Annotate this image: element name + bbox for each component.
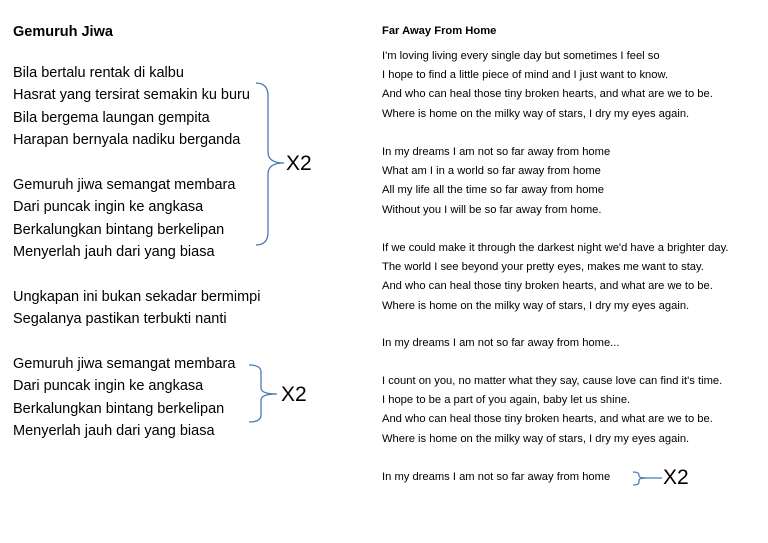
lyric-line: Bila bergema laungan gempita: [13, 109, 210, 126]
left-stanza-4: [13, 353, 235, 442]
lyric-line: Gemuruh jiwa semangat membara: [13, 356, 236, 372]
repeat-mark: X2: [281, 383, 307, 406]
lyric-line: Dari puncak ingin ke angkasa: [13, 378, 204, 395]
lyric-line: If we could make it through the darkest night we'd have a brighter day.: [382, 242, 729, 254]
curly-brace-icon: [254, 82, 288, 248]
lyric-line: Berkalungkan bintang berkelipan: [13, 221, 225, 238]
left-stanza-2: [13, 174, 235, 263]
lyric-line: Hasrat yang tersirat semakin ku buru: [13, 87, 250, 104]
lyric-line: In my dreams I am not so far away from home...: [382, 337, 620, 349]
right-stanza-1: [382, 47, 713, 124]
curly-brace-icon: [632, 471, 666, 487]
curly-brace-icon: [247, 364, 281, 424]
right-stanza-6: [382, 468, 610, 487]
lyric-line: Bila bertalu rentak di kalbu: [13, 65, 184, 81]
lyric-line: In my dreams I am not so far away from home: [382, 471, 611, 483]
lyric-line: I hope to find a little piece of mind and I just want to know.: [382, 69, 669, 82]
lyric-line: What am I in a world so far away from home: [382, 165, 601, 178]
lyric-line: Ungkapan ini bukan sekadar bermimpi: [13, 289, 261, 305]
lyric-line: I hope to be a part of you again, baby let us shine.: [382, 394, 631, 407]
left-stanza-3: [13, 286, 260, 331]
lyric-line: Segalanya pastikan terbukti nanti: [13, 311, 227, 328]
lyric-line: In my dreams I am not so far away from home: [382, 146, 611, 158]
lyric-line: Without you I will be so far away from home.: [382, 203, 602, 216]
lyric-line: And who can heal those tiny broken hearts, and what are we to be.: [382, 413, 713, 426]
lyric-line: Menyerlah jauh dari yang biasa: [13, 243, 215, 260]
lyric-line: All my life all the time so far away from home: [382, 184, 604, 197]
lyric-line: I'm loving living every single day but sometimes I feel so: [382, 50, 660, 62]
right-stanza-4: [382, 334, 620, 353]
right-song-title: Far Away From Home: [382, 25, 497, 37]
lyric-line: Menyerlah jauh dari yang biasa: [13, 422, 215, 439]
right-stanza-3: [382, 239, 728, 316]
repeat-mark: X2: [286, 152, 312, 175]
lyric-line: Where is home on the milky way of stars, I dry my eyes again.: [382, 107, 690, 120]
right-stanza-5: [382, 372, 722, 449]
lyric-line: Dari puncak ingin ke angkasa: [13, 199, 204, 216]
right-stanza-2: [382, 143, 610, 220]
lyric-line: And who can heal those tiny broken hearts, and what are we to be.: [382, 280, 713, 293]
lyric-line: Harapan bernyala nadiku berganda: [13, 131, 241, 148]
repeat-mark: X2: [663, 466, 689, 489]
lyric-line: Where is home on the milky way of stars, I dry my eyes again.: [382, 299, 690, 312]
left-stanza-1: [13, 62, 250, 151]
lyric-line: And who can heal those tiny broken hearts, and what are we to be.: [382, 88, 713, 101]
lyric-line: Where is home on the milky way of stars, I dry my eyes again.: [382, 432, 690, 445]
left-song-title: Gemuruh Jiwa: [13, 24, 113, 40]
lyric-line: I count on you, no matter what they say, cause love can find it's time.: [382, 375, 723, 387]
lyric-line: The world I see beyond your pretty eyes, makes me want to stay.: [382, 261, 704, 274]
lyric-line: Berkalungkan bintang berkelipan: [13, 400, 225, 417]
lyric-line: Gemuruh jiwa semangat membara: [13, 177, 236, 193]
